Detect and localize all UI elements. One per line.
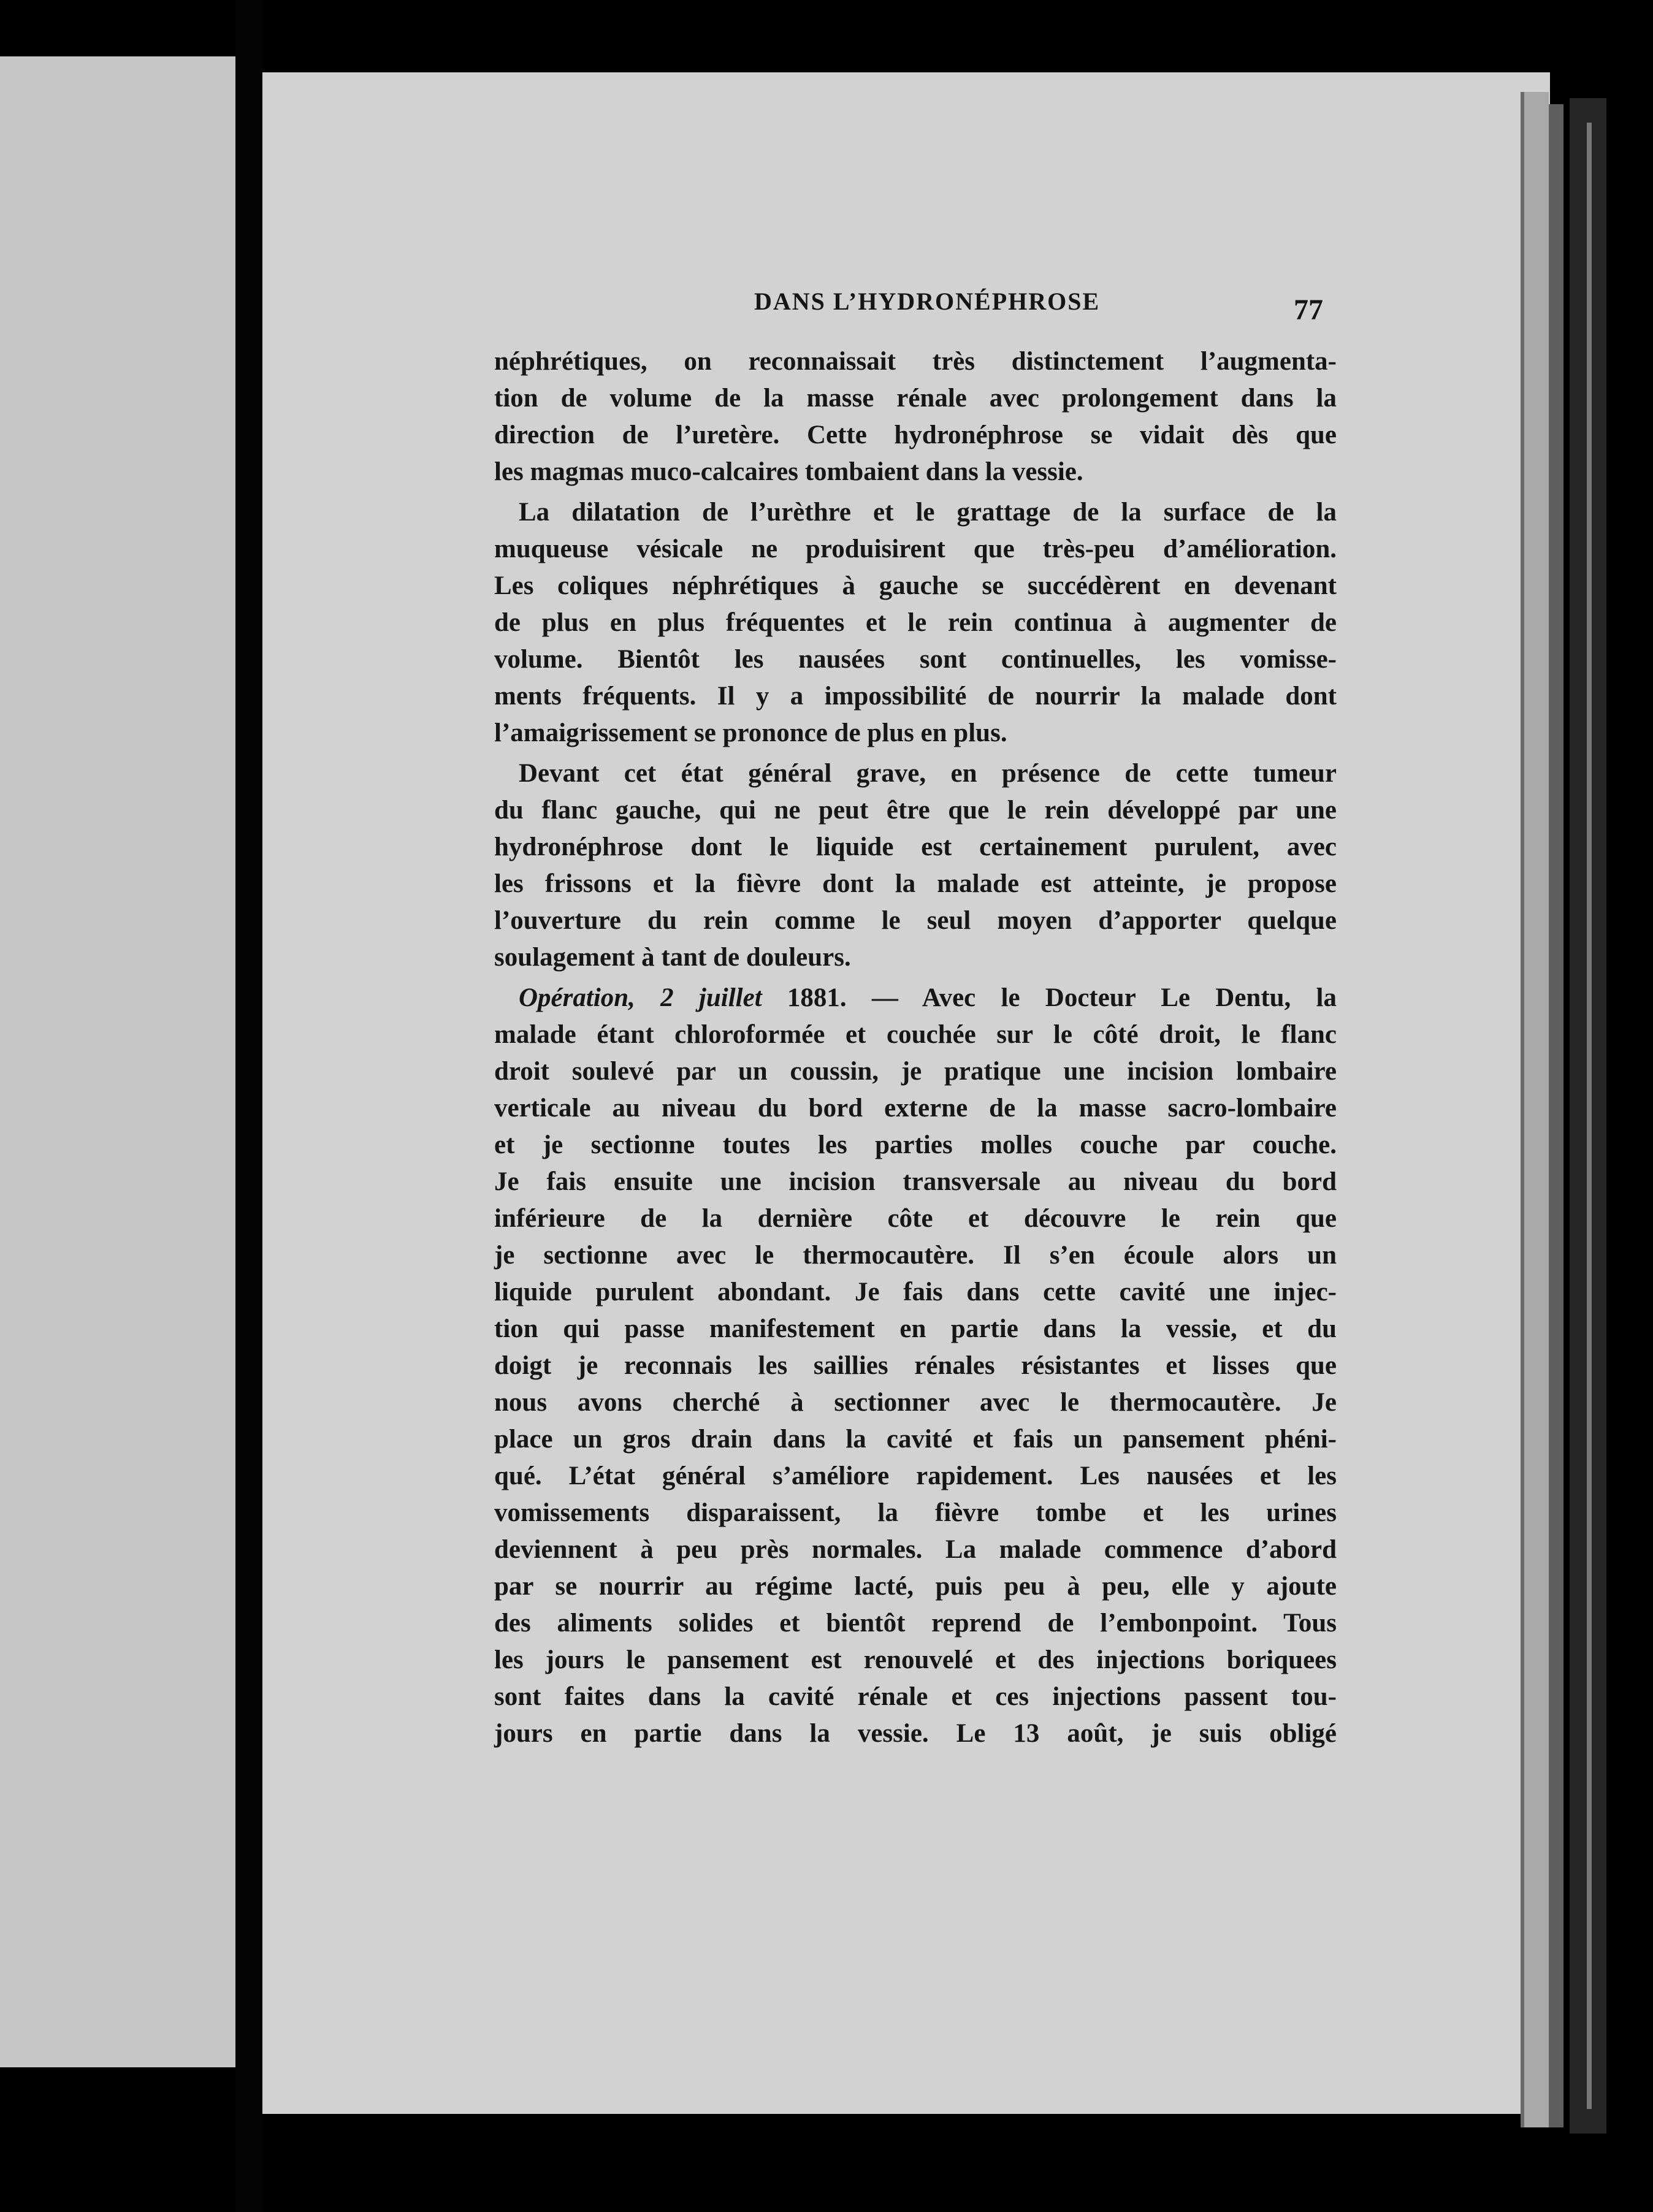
text-line-first	[494, 980, 1337, 1016]
text-line: l’amaigrissement se prononce de plus en plus.	[494, 719, 1007, 747]
text-line: malade étant chloroformée et couchée sur le côté droit, le flanc	[494, 1020, 1337, 1049]
text-line: vomissements disparaissent, la fièvre tombe et les urines	[494, 1498, 1337, 1527]
italic-lead: Opération, 2 juillet	[519, 983, 762, 1012]
text-line: néphrétiques, on reconnaissait très distinctement l’augmenta-	[494, 347, 1337, 376]
text-line: les frissons et la fièvre dont la malade est atteinte, je propose	[494, 869, 1337, 898]
text-line: et je sectionne toutes les parties molles couche par couche.	[494, 1131, 1337, 1159]
text-line: ments fréquents. Il y a impossibilité de nourrir la malade dont	[494, 682, 1337, 711]
text-line: tion de volume de la masse rénale avec prolongement dans la	[494, 384, 1337, 413]
text-line: direction de l’uretère. Cette hydronéphrose se vidait dès que	[494, 421, 1337, 449]
text-line: inférieure de la dernière côte et découvre le rein que	[494, 1204, 1337, 1233]
page-edge	[1521, 92, 1549, 2127]
text-line: de plus en plus fréquentes et le rein continua à augmenter de	[494, 608, 1337, 637]
book-gutter	[235, 0, 262, 2212]
text-line: place un gros drain dans la cavité et fais un pansement phéni-	[494, 1425, 1337, 1454]
text-line: du flanc gauche, qui ne peut être que le rein développé par une	[494, 796, 1337, 825]
page-edge	[1549, 104, 1563, 2127]
text-line: les magmas muco-calcaires tombaient dans la vessie.	[494, 457, 1083, 486]
body-text	[494, 343, 1337, 1756]
paragraph	[494, 980, 1337, 1752]
text-line: Je fais ensuite une incision transversale au niveau du bord	[494, 1167, 1337, 1196]
text-line: muqueuse vésicale ne produisirent que très-peu d’amélioration.	[494, 535, 1337, 563]
facing-page-left	[0, 56, 235, 2067]
running-head: DANS L’HYDRONÉPHROSE	[754, 288, 1101, 315]
text-line: les jours le pansement est renouvelé et des injections boriquees	[494, 1646, 1337, 1674]
text-line: je sectionne avec le thermocautère. Il s’en écoule alors un	[494, 1241, 1337, 1270]
paragraph	[494, 343, 1337, 490]
text-line: soulagement à tant de douleurs.	[494, 943, 851, 972]
text-line: verticale au niveau du bord externe de la masse sacro-lombaire	[494, 1094, 1337, 1123]
text-line: La dilatation de l’urèthre et le grattage de la surface de la	[519, 498, 1337, 527]
text-line: jours en partie dans la vessie. Le 13 août, je suis obligé	[494, 1719, 1337, 1748]
text-line: Devant cet état général grave, en présence de cette tumeur	[519, 759, 1337, 788]
text-line: liquide purulent abondant. Je fais dans cette cavité une injec-	[494, 1278, 1337, 1306]
text-line: hydronéphrose dont le liquide est certainement purulent, avec	[494, 833, 1337, 861]
text-line: tion qui passe manifestement en partie dans la vessie, et du	[494, 1314, 1337, 1343]
text-line: l’ouverture du rein comme le seul moyen d’apporter quelque	[494, 906, 1337, 935]
page-number: 77	[1294, 294, 1323, 326]
text-line: nous avons cherché à sectionner avec le thermocautère. Je	[494, 1388, 1337, 1417]
text-line: doigt je reconnais les saillies rénales résistantes et lisses que	[494, 1351, 1337, 1380]
text-line: des aliments solides et bientôt reprend de l’embonpoint. Tous	[494, 1609, 1337, 1638]
text-line: droit soulevé par un coussin, je pratique une incision lombaire	[494, 1057, 1337, 1086]
paragraph	[494, 494, 1337, 752]
text-line: qué. L’état général s’améliore rapidement. Les nausées et les	[494, 1462, 1337, 1490]
text-fragment: 1881. — Avec le Docteur Le Dentu, la	[762, 983, 1337, 1012]
text-line: sont faites dans la cavité rénale et ces injections passent tou-	[494, 1682, 1337, 1711]
text-line: deviennent à peu près normales. La malade commence d’abord	[494, 1535, 1337, 1564]
text-line: Les coliques néphrétiques à gauche se succédèrent en devenant	[494, 571, 1337, 600]
book-cover-edge	[1587, 123, 1592, 2109]
paragraph	[494, 755, 1337, 976]
text-line: par se nourrir au régime lacté, puis peu à peu, elle y ajoute	[494, 1572, 1337, 1601]
text-line: volume. Bientôt les nausées sont continuelles, les vomisse-	[494, 645, 1337, 674]
